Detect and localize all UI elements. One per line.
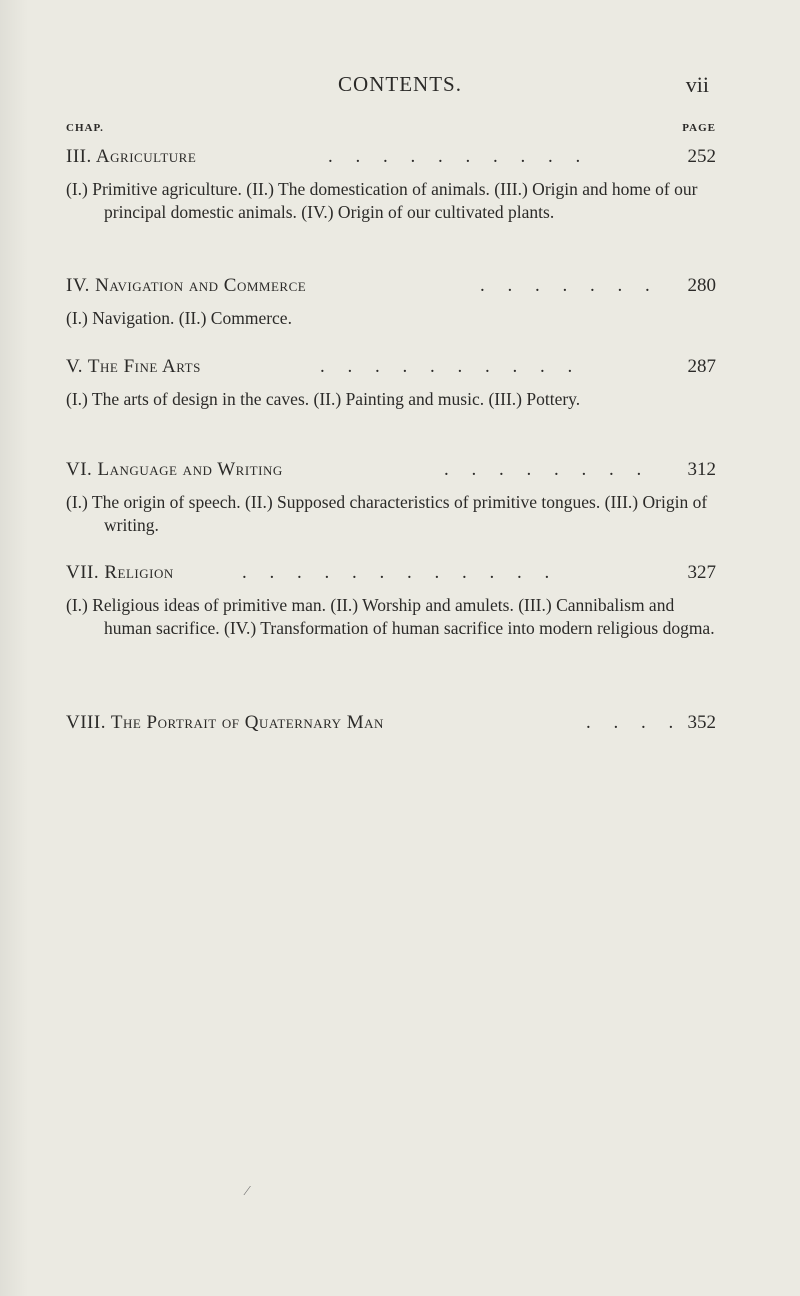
toc-entry-navigation-commerce [66, 275, 716, 330]
toc-entry-religion [66, 562, 716, 640]
page-number: vii [685, 72, 709, 97]
chapter-page-number: 312 [687, 459, 716, 480]
toc-entry-language-writing [66, 459, 716, 537]
dot-leader: . . . . . . . . . . [320, 356, 582, 377]
column-headings [66, 122, 716, 136]
chapter-title: VI. Language and Writing [66, 459, 283, 480]
chapter-page-number: 252 [687, 146, 716, 167]
chapter-summary: (I.) The arts of design in the caves. (II.) Painting and music. (III.) Pottery. [66, 389, 581, 409]
chapter-summary: (I.) Religious ideas of primitive man. (II.) Worship and amulets. (III.) Cannibalism and human sacrifice. (IV.) Transformation of human sacrifice into modern religious dogma. [66, 595, 715, 638]
page-column-heading: PAGE [682, 122, 716, 134]
stray-pencil-mark: ⁄ [246, 1184, 249, 1199]
dot-leader: . . . . . . . [480, 275, 659, 296]
dot-leader: . . . . . . . . [444, 459, 651, 480]
chapter-page-number: 287 [687, 356, 716, 377]
chap-column-heading: CHAP. [66, 122, 104, 134]
toc-entry-fine-arts [66, 356, 716, 411]
chapter-page-number: 352 [687, 712, 716, 733]
chapter-summary: (I.) Primitive agriculture. (II.) The domestication of animals. (III.) Origin and home of our principal domestic animals. (IV.) Origin of our cultivated plants. [66, 179, 698, 222]
chapter-page-number: 327 [687, 562, 716, 583]
chapter-summary: (I.) Navigation. (II.) Commerce. [66, 308, 292, 328]
chapter-title: VIII. The Portrait of Quaternary Man [66, 712, 384, 733]
toc-entry-quaternary-man [66, 712, 716, 736]
dot-leader: . . . . [586, 712, 683, 733]
running-head [0, 72, 800, 102]
chapter-page-number: 280 [687, 275, 716, 296]
running-title: CONTENTS. [338, 72, 462, 96]
chapter-title: VII. Religion [66, 562, 174, 583]
chapter-title: III. Agriculture [66, 146, 197, 167]
chapter-title: IV. Navigation and Commerce [66, 275, 307, 296]
toc-entry-agriculture [66, 146, 716, 224]
dot-leader: . . . . . . . . . . . . [242, 562, 559, 583]
chapter-title: V. The Fine Arts [66, 356, 201, 377]
dot-leader: . . . . . . . . . . [328, 146, 590, 167]
chapter-summary: (I.) The origin of speech. (II.) Supposed characteristics of primitive tongues. (III.) Origin of writing. [66, 492, 708, 535]
